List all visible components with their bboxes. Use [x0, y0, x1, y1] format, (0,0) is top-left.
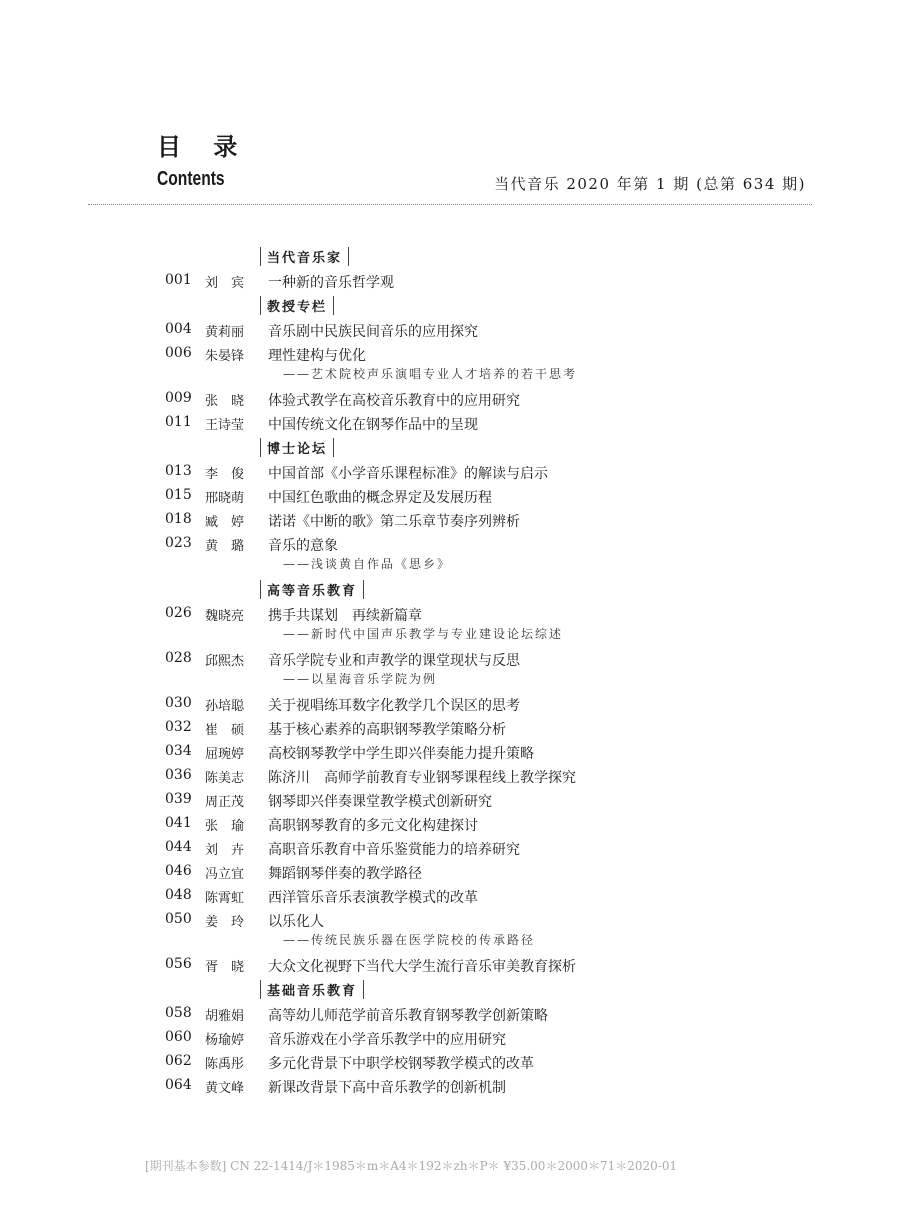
- toc-entry: [0, 268, 900, 292]
- page-number: 046: [165, 863, 192, 879]
- page-number: 060: [165, 1029, 192, 1045]
- page-number: 041: [165, 815, 192, 831]
- page-number: 050: [165, 911, 192, 927]
- article-title: 高等幼儿师范学前音乐教育钢琴教学创新策略: [268, 1008, 548, 1024]
- article-author: 刘 宾: [205, 276, 245, 291]
- contents-heading: [157, 133, 249, 191]
- article-author: 邱熙杰: [205, 654, 245, 669]
- article-subtitle: ——浅谈黄自作品《思乡》: [283, 557, 452, 571]
- toc-entry: [0, 835, 900, 859]
- page-number: 028: [165, 650, 192, 666]
- article-author: 张 瑜: [205, 819, 245, 834]
- article-title: 音乐的意象: [268, 538, 338, 554]
- toc-subtitle-row: [0, 670, 900, 691]
- article-title: 关于视唱练耳数字化教学几个误区的思考: [268, 698, 520, 714]
- toc-entry: [0, 1049, 900, 1073]
- article-author: 黄 璐: [205, 539, 245, 554]
- article-author: 崔 硕: [205, 723, 245, 738]
- article-title: 音乐学院专业和声教学的课堂现状与反思: [268, 653, 520, 669]
- toc-entry: [0, 763, 900, 787]
- page-number: 036: [165, 767, 192, 783]
- section-header: [0, 576, 900, 601]
- article-author: 刘 卉: [205, 843, 245, 858]
- toc-entry: [0, 691, 900, 715]
- toc-entry: [0, 715, 900, 739]
- article-title: 以乐化人: [268, 914, 324, 930]
- article-subtitle: ——传统民族乐器在医学院校的传承路径: [283, 933, 536, 947]
- page-number: 064: [165, 1077, 192, 1093]
- article-title: 中国红色歌曲的概念界定及发展历程: [268, 490, 492, 506]
- page-number: 034: [165, 743, 192, 759]
- toc-entry: [0, 459, 900, 483]
- table-of-contents: [0, 243, 900, 1097]
- page-number: 009: [165, 390, 192, 406]
- toc-entry: [0, 646, 900, 670]
- toc-subtitle-row: [0, 625, 900, 646]
- toc-subtitle-row: [0, 931, 900, 952]
- article-subtitle: ——以星海音乐学院为例: [283, 672, 438, 686]
- toc-entry: [0, 859, 900, 883]
- page-number: 004: [165, 321, 192, 337]
- page-title-en: Contents: [157, 168, 225, 190]
- article-title: 高职音乐教育中音乐鉴赏能力的培养研究: [268, 842, 520, 858]
- article-author: 屈琬婷: [205, 747, 245, 762]
- section-label: 教授专栏: [260, 296, 334, 315]
- page-number: 039: [165, 791, 192, 807]
- page-number: 044: [165, 839, 192, 855]
- article-title: 西洋管乐音乐表演教学模式的改革: [268, 890, 478, 906]
- header-divider: [88, 204, 812, 205]
- section-header: [0, 434, 900, 459]
- article-author: 陈霄虹: [205, 891, 245, 906]
- article-title: 陈济川 高师学前教育专业钢琴课程线上教学探究: [268, 770, 576, 786]
- article-title: 诺诺《中断的歌》第二乐章节奏序列辨析: [268, 514, 520, 530]
- article-title: 高职钢琴教育的多元文化构建探讨: [268, 818, 478, 834]
- article-author: 姜 玲: [205, 915, 245, 930]
- article-author: 李 俊: [205, 467, 245, 482]
- article-author: 孙培聪: [205, 699, 245, 714]
- toc-entry: [0, 1025, 900, 1049]
- article-title: 中国传统文化在钢琴作品中的呈现: [268, 417, 478, 433]
- article-title: 钢琴即兴伴奏课堂教学模式创新研究: [268, 794, 492, 810]
- article-author: 杨瑜婷: [205, 1033, 245, 1048]
- section-label: 基础音乐教育: [260, 980, 364, 999]
- issue-label: 当代音乐 2020 年第 1 期 (总第 634 期): [494, 175, 806, 193]
- article-title: 体验式教学在高校音乐教育中的应用研究: [268, 393, 520, 409]
- page-number: 023: [165, 535, 192, 551]
- page-number: 030: [165, 695, 192, 711]
- toc-entry: [0, 531, 900, 555]
- journal-parameters: [期刊基本参数] CN 22-1414/J＊1985＊m＊A4＊192＊zh＊P＊ ¥35.00＊2000＊71＊2020-01: [145, 1159, 678, 1173]
- toc-entry: [0, 317, 900, 341]
- article-title: 中国首部《小学音乐课程标准》的解读与启示: [268, 466, 548, 482]
- section-header: [0, 976, 900, 1001]
- page-number: 056: [165, 956, 192, 972]
- article-title: 新课改背景下高中音乐教学的创新机制: [268, 1080, 506, 1096]
- page-number: 011: [165, 414, 192, 430]
- article-author: 周正茂: [205, 795, 245, 810]
- article-subtitle: ——艺术院校声乐演唱专业人才培养的若干思考: [283, 367, 578, 381]
- page-number: 048: [165, 887, 192, 903]
- article-author: 朱晏锋: [205, 349, 245, 364]
- article-author: 魏晓亮: [205, 609, 245, 624]
- article-author: 冯立宜: [205, 867, 245, 882]
- article-author: 胥 晓: [205, 960, 245, 975]
- page-number: 058: [165, 1005, 192, 1021]
- page-number: 015: [165, 487, 192, 503]
- toc-entry: [0, 386, 900, 410]
- toc-entry: [0, 341, 900, 365]
- toc-entry: [0, 507, 900, 531]
- toc-entry: [0, 883, 900, 907]
- section-label: 当代音乐家: [260, 247, 349, 266]
- article-author: 陈美志: [205, 771, 245, 786]
- article-author: 臧 婷: [205, 515, 245, 530]
- toc-subtitle-row: [0, 555, 900, 576]
- page-number: 032: [165, 719, 192, 735]
- page-number: 001: [165, 272, 192, 288]
- article-author: 王诗莹: [205, 418, 245, 433]
- article-title: 大众文化视野下当代大学生流行音乐审美教育探析: [268, 959, 576, 975]
- article-author: 邢晓萌: [205, 491, 245, 506]
- toc-entry: [0, 483, 900, 507]
- toc-entry: [0, 601, 900, 625]
- article-title: 携手共谋划 再续新篇章: [268, 608, 422, 624]
- article-subtitle: ——新时代中国声乐教学与专业建设论坛综述: [283, 627, 564, 641]
- article-author: 胡雅娟: [205, 1009, 245, 1024]
- toc-entry: [0, 811, 900, 835]
- article-author: 黄莉丽: [205, 325, 245, 340]
- toc-subtitle-row: [0, 365, 900, 386]
- page-number: 018: [165, 511, 192, 527]
- toc-entry: [0, 410, 900, 434]
- section-label: 高等音乐教育: [260, 580, 364, 599]
- toc-entry: [0, 952, 900, 976]
- article-author: 黄文峰: [205, 1081, 245, 1096]
- page-number: 062: [165, 1053, 192, 1069]
- article-title: 音乐剧中民族民间音乐的应用探究: [268, 324, 478, 340]
- article-title: 音乐游戏在小学音乐教学中的应用研究: [268, 1032, 506, 1048]
- toc-entry: [0, 787, 900, 811]
- section-label: 博士论坛: [260, 438, 334, 457]
- article-title: 基于核心素养的高职钢琴教学策略分析: [268, 722, 506, 738]
- article-title: 一种新的音乐哲学观: [268, 275, 394, 291]
- article-author: 陈禹彤: [205, 1057, 245, 1072]
- toc-entry: [0, 1001, 900, 1025]
- toc-entry: [0, 739, 900, 763]
- article-author: 张 晓: [205, 394, 245, 409]
- page-number: 013: [165, 463, 192, 479]
- page-title: 目 录: [157, 133, 250, 161]
- toc-entry: [0, 907, 900, 931]
- article-title: 舞蹈钢琴伴奏的教学路径: [268, 866, 422, 882]
- section-header: [0, 243, 900, 268]
- section-header: [0, 292, 900, 317]
- article-title: 理性建构与优化: [268, 348, 366, 364]
- article-title: 高校钢琴教学中学生即兴伴奏能力提升策略: [268, 746, 534, 762]
- page-number: 006: [165, 345, 192, 361]
- toc-entry: [0, 1073, 900, 1097]
- page-number: 026: [165, 605, 192, 621]
- article-title: 多元化背景下中职学校钢琴教学模式的改革: [268, 1056, 534, 1072]
